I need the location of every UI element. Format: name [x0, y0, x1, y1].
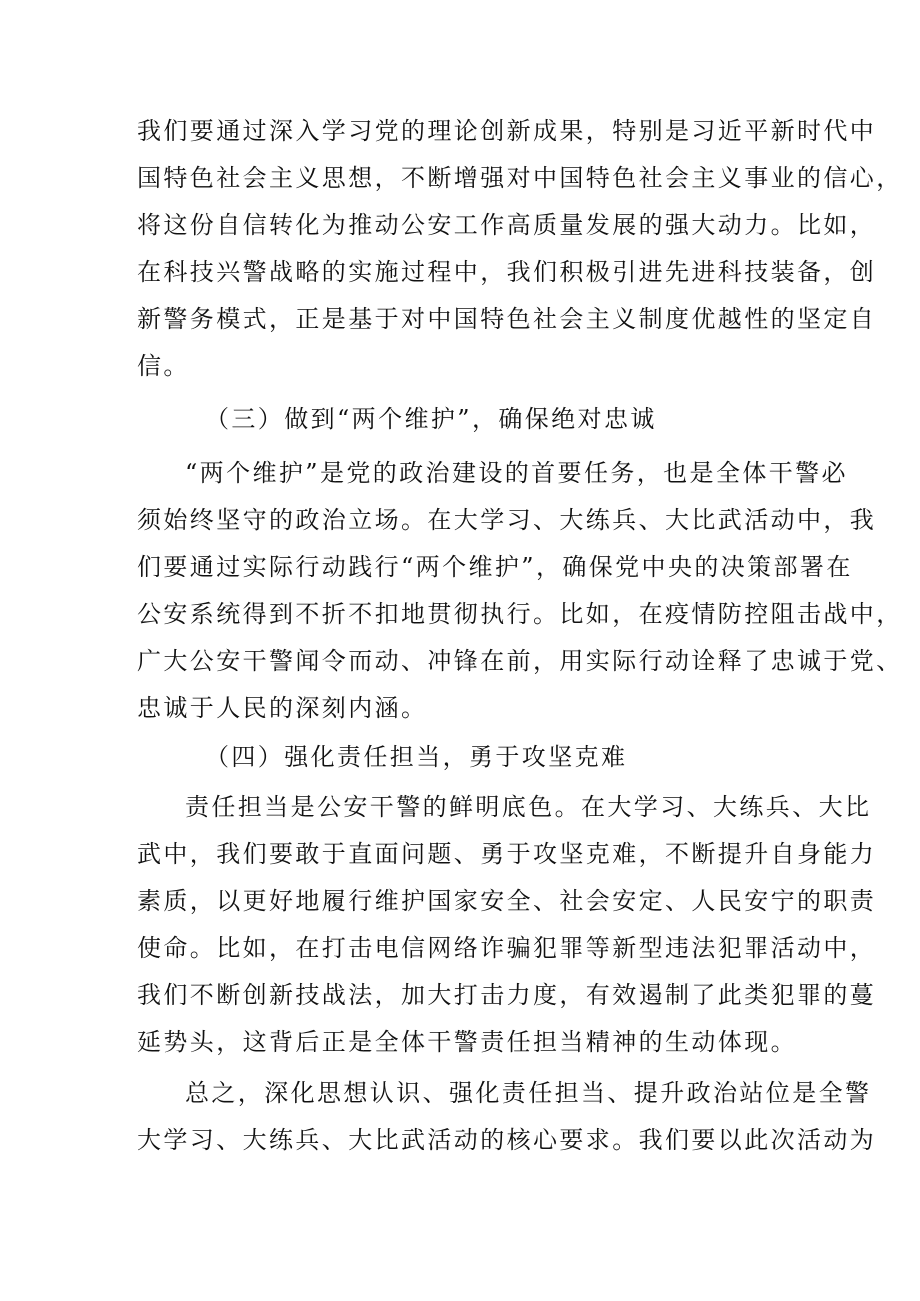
body-line: 我们不断创新技战法，加大打击力度，有效遏制了此类犯罪的蔓 [137, 981, 877, 1009]
body-line: 广大公安干警闻令而动、冲锋在前，用实际行动诠释了忠诚于党、 [137, 647, 903, 675]
body-line: 总之，深化思想认识、强化责任担当、提升政治站位是全警 [185, 1079, 872, 1107]
body-line: 在科技兴警战略的实施过程中，我们积极引进先进科技装备，创 [137, 258, 877, 286]
body-line: 国特色社会主义思想，不断增强对中国特色社会主义事业的信心， [137, 164, 903, 192]
section-heading-4: （四）强化责任担当，勇于攻坚克难 [205, 743, 628, 771]
body-line: 新警务模式，正是基于对中国特色社会主义制度优越性的坚定自 [137, 305, 877, 333]
section-heading-3: （三）做到“两个维护”，确保绝对忠诚 [205, 405, 657, 433]
body-line: 将这份自信转化为推动公安工作高质量发展的强大动力。比如， [137, 211, 877, 239]
body-line: 延势头，这背后正是全体干警责任担当精神的生动体现。 [137, 1028, 797, 1056]
body-line: 责任担当是公安干警的鲜明底色。在大学习、大练兵、大比 [185, 793, 872, 821]
body-line: 我们要通过深入学习党的理论创新成果，特别是习近平新时代中 [137, 117, 877, 145]
body-line: 大学习、大练兵、大比武活动的核心要求。我们要以此次活动为 [137, 1126, 877, 1154]
body-line: 忠诚于人民的深刻内涵。 [137, 694, 428, 722]
body-line: 信。 [137, 352, 190, 380]
body-line: 须始终坚守的政治立场。在大学习、大练兵、大比武活动中，我 [137, 506, 877, 534]
body-line: 公安系统得到不折不扣地贯彻执行。比如，在疫情防控阻击战中， [137, 600, 903, 628]
body-line: 素质，以更好地履行维护国家安全、社会安定、人民安宁的职责 [137, 887, 877, 915]
body-line: 使命。比如，在打击电信网络诈骗犯罪等新型违法犯罪活动中， [137, 934, 877, 962]
body-line: 们要通过实际行动践行“两个维护”，确保党中央的决策部署在 [137, 553, 853, 581]
body-line: 武中，我们要敢于直面问题、勇于攻坚克难，不断提升自身能力 [137, 840, 877, 868]
body-line: “两个维护”是党的政治建设的首要任务，也是全体干警必 [185, 459, 848, 487]
